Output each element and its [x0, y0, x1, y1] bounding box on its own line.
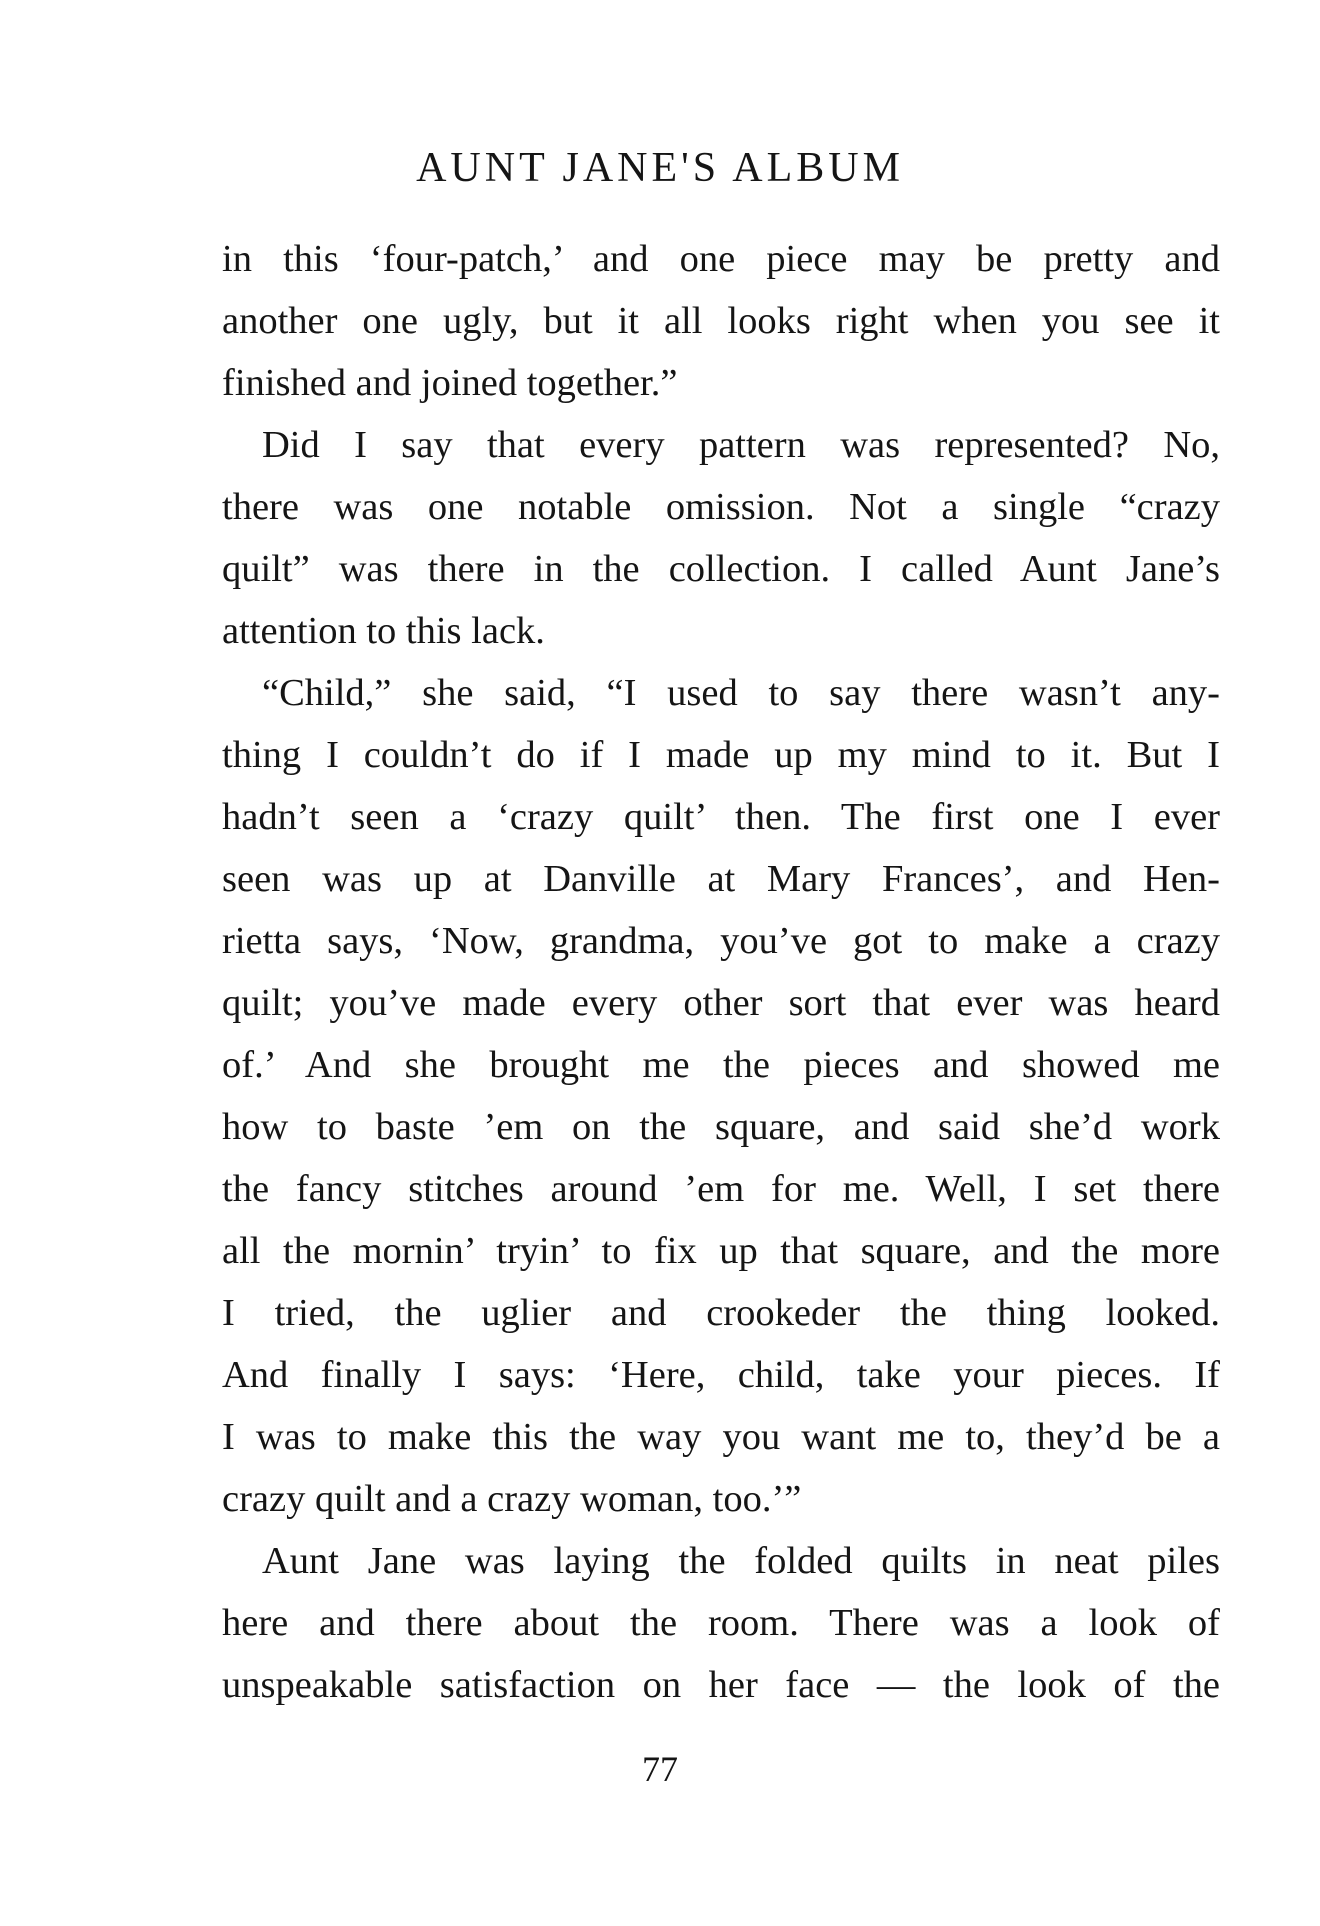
text-line: I tried, the uglier and crookeder the thing looked.: [222, 1292, 1220, 1334]
text-line: another one ugly, but it all looks right when you see it: [222, 300, 1220, 342]
text-line: finished and joined together.”: [222, 362, 678, 404]
text-line: rietta says, ‘Now, grandma, you’ve got to make a crazy: [222, 920, 1220, 962]
text-line: hadn’t seen a ‘crazy quilt’ then. The first one I ever: [222, 796, 1220, 838]
text-line: “Child,” she said, “I used to say there wasn’t any-: [262, 672, 1220, 714]
text-line: Aunt Jane was laying the folded quilts in neat piles: [262, 1540, 1220, 1582]
page-number: 77: [642, 1749, 678, 1789]
body-text: [222, 228, 1220, 1716]
text-line: in this ‘four-patch,’ and one piece may be pretty and: [222, 238, 1220, 280]
text-line: I was to make this the way you want me to, they’d be a: [222, 1416, 1220, 1458]
text-line: And finally I says: ‘Here, child, take your pieces. If: [222, 1354, 1220, 1396]
text-line: the fancy stitches around ’em for me. Well, I set there: [222, 1168, 1220, 1210]
text-line: unspeakable satisfaction on her face — the look of the: [222, 1664, 1220, 1706]
text-line: how to baste ’em on the square, and said she’d work: [222, 1106, 1220, 1148]
text-line: all the mornin’ tryin’ to fix up that square, and the more: [222, 1230, 1220, 1272]
text-line: thing I couldn’t do if I made up my mind to it. But I: [222, 734, 1220, 776]
text-line: quilt; you’ve made every other sort that ever was heard: [222, 982, 1220, 1024]
text-line: of.’ And she brought me the pieces and showed me: [222, 1044, 1220, 1086]
text-line: here and there about the room. There was a look of: [222, 1602, 1220, 1644]
text-line: attention to this lack.: [222, 610, 545, 652]
running-head: AUNT JANE'S ALBUM: [416, 145, 904, 191]
text-line: seen was up at Danville at Mary Frances’, and Hen-: [222, 858, 1220, 900]
text-line: there was one notable omission. Not a single “crazy: [222, 486, 1220, 528]
text-line: quilt” was there in the collection. I called Aunt Jane’s: [222, 548, 1220, 590]
text-line: crazy quilt and a crazy woman, too.’”: [222, 1478, 802, 1520]
text-line: Did I say that every pattern was represented? No,: [262, 424, 1220, 466]
